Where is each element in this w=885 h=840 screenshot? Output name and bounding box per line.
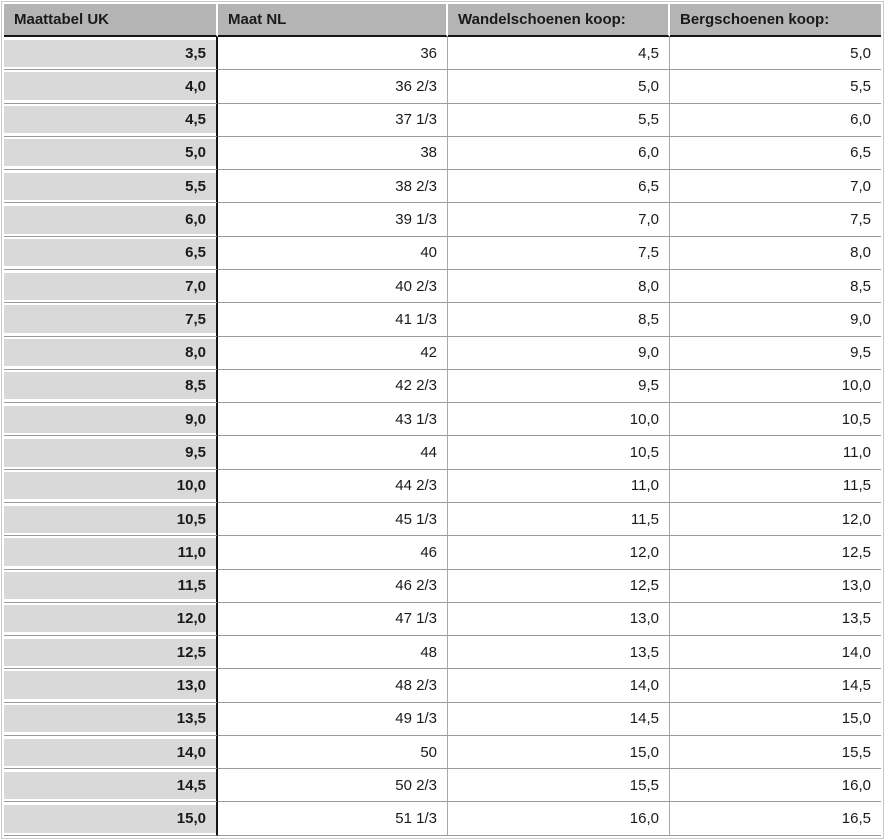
wandelschoenen-size-cell: 14,5 bbox=[448, 703, 670, 736]
uk-size-cell: 8,5 bbox=[4, 370, 218, 403]
uk-size-cell: 12,0 bbox=[4, 603, 218, 636]
bergschoenen-size-cell: 13,0 bbox=[670, 570, 881, 603]
nl-size-cell: 47 1/3 bbox=[218, 603, 448, 636]
table-row bbox=[4, 37, 881, 70]
nl-size-cell: 42 2/3 bbox=[218, 370, 448, 403]
nl-size-cell: 44 2/3 bbox=[218, 470, 448, 503]
bergschoenen-size-cell: 9,5 bbox=[670, 337, 881, 370]
wandelschoenen-size-cell: 9,0 bbox=[448, 337, 670, 370]
uk-size-cell: 14,0 bbox=[4, 736, 218, 769]
bergschoenen-size-cell: 5,0 bbox=[670, 37, 881, 70]
uk-size-cell: 5,5 bbox=[4, 170, 218, 203]
table-row bbox=[4, 503, 881, 536]
table-row bbox=[4, 470, 881, 503]
nl-size-cell: 48 2/3 bbox=[218, 669, 448, 702]
wandelschoenen-size-cell: 13,5 bbox=[448, 636, 670, 669]
table-row bbox=[4, 303, 881, 336]
nl-size-cell: 40 2/3 bbox=[218, 270, 448, 303]
wandelschoenen-size-cell: 10,5 bbox=[448, 436, 670, 469]
size-table-body bbox=[4, 37, 881, 836]
bergschoenen-size-cell: 11,5 bbox=[670, 470, 881, 503]
size-conversion-table bbox=[4, 4, 881, 836]
bergschoenen-size-cell: 6,0 bbox=[670, 104, 881, 137]
nl-size-cell: 50 bbox=[218, 736, 448, 769]
uk-size-cell: 7,5 bbox=[4, 303, 218, 336]
table-row bbox=[4, 270, 881, 303]
uk-size-cell: 4,0 bbox=[4, 70, 218, 103]
wandelschoenen-size-cell: 4,5 bbox=[448, 37, 670, 70]
bergschoenen-size-cell: 10,0 bbox=[670, 370, 881, 403]
column-header-nl: Maat NL bbox=[218, 4, 448, 37]
bergschoenen-size-cell: 11,0 bbox=[670, 436, 881, 469]
bergschoenen-size-cell: 8,0 bbox=[670, 237, 881, 270]
wandelschoenen-size-cell: 10,0 bbox=[448, 403, 670, 436]
uk-size-cell: 14,5 bbox=[4, 769, 218, 802]
uk-size-cell: 5,0 bbox=[4, 137, 218, 170]
nl-size-cell: 38 bbox=[218, 137, 448, 170]
table-row bbox=[4, 570, 881, 603]
uk-size-cell: 10,5 bbox=[4, 503, 218, 536]
column-header-wandel: Wandelschoenen koop: bbox=[448, 4, 670, 37]
bergschoenen-size-cell: 9,0 bbox=[670, 303, 881, 336]
wandelschoenen-size-cell: 8,5 bbox=[448, 303, 670, 336]
table-row bbox=[4, 104, 881, 137]
nl-size-cell: 50 2/3 bbox=[218, 769, 448, 802]
nl-size-cell: 36 2/3 bbox=[218, 70, 448, 103]
wandelschoenen-size-cell: 6,5 bbox=[448, 170, 670, 203]
nl-size-cell: 36 bbox=[218, 37, 448, 70]
wandelschoenen-size-cell: 15,5 bbox=[448, 769, 670, 802]
wandelschoenen-size-cell: 11,5 bbox=[448, 503, 670, 536]
bergschoenen-size-cell: 14,5 bbox=[670, 669, 881, 702]
uk-size-cell: 11,0 bbox=[4, 536, 218, 569]
wandelschoenen-size-cell: 5,0 bbox=[448, 70, 670, 103]
wandelschoenen-size-cell: 13,0 bbox=[448, 603, 670, 636]
bergschoenen-size-cell: 10,5 bbox=[670, 403, 881, 436]
nl-size-cell: 42 bbox=[218, 337, 448, 370]
wandelschoenen-size-cell: 7,0 bbox=[448, 203, 670, 236]
bergschoenen-size-cell: 12,0 bbox=[670, 503, 881, 536]
table-row bbox=[4, 337, 881, 370]
table-row bbox=[4, 703, 881, 736]
wandelschoenen-size-cell: 12,0 bbox=[448, 536, 670, 569]
bergschoenen-size-cell: 16,0 bbox=[670, 769, 881, 802]
nl-size-cell: 46 bbox=[218, 536, 448, 569]
uk-size-cell: 4,5 bbox=[4, 104, 218, 137]
column-header-uk: Maattabel UK bbox=[4, 4, 218, 37]
table-row bbox=[4, 802, 881, 836]
uk-size-cell: 8,0 bbox=[4, 337, 218, 370]
uk-size-cell: 6,5 bbox=[4, 237, 218, 270]
bergschoenen-size-cell: 5,5 bbox=[670, 70, 881, 103]
bergschoenen-size-cell: 16,5 bbox=[670, 802, 881, 836]
bergschoenen-size-cell: 7,5 bbox=[670, 203, 881, 236]
wandelschoenen-size-cell: 5,5 bbox=[448, 104, 670, 137]
nl-size-cell: 51 1/3 bbox=[218, 802, 448, 836]
table-row bbox=[4, 603, 881, 636]
nl-size-cell: 48 bbox=[218, 636, 448, 669]
nl-size-cell: 39 1/3 bbox=[218, 203, 448, 236]
uk-size-cell: 10,0 bbox=[4, 470, 218, 503]
uk-size-cell: 6,0 bbox=[4, 203, 218, 236]
table-row bbox=[4, 170, 881, 203]
bergschoenen-size-cell: 13,5 bbox=[670, 603, 881, 636]
nl-size-cell: 41 1/3 bbox=[218, 303, 448, 336]
table-row bbox=[4, 237, 881, 270]
bergschoenen-size-cell: 7,0 bbox=[670, 170, 881, 203]
table-row bbox=[4, 736, 881, 769]
table-row bbox=[4, 669, 881, 702]
nl-size-cell: 45 1/3 bbox=[218, 503, 448, 536]
bergschoenen-size-cell: 12,5 bbox=[670, 536, 881, 569]
bergschoenen-size-cell: 8,5 bbox=[670, 270, 881, 303]
wandelschoenen-size-cell: 7,5 bbox=[448, 237, 670, 270]
nl-size-cell: 43 1/3 bbox=[218, 403, 448, 436]
wandelschoenen-size-cell: 8,0 bbox=[448, 270, 670, 303]
bergschoenen-size-cell: 14,0 bbox=[670, 636, 881, 669]
uk-size-cell: 13,5 bbox=[4, 703, 218, 736]
uk-size-cell: 9,0 bbox=[4, 403, 218, 436]
uk-size-cell: 15,0 bbox=[4, 802, 218, 836]
uk-size-cell: 11,5 bbox=[4, 570, 218, 603]
wandelschoenen-size-cell: 12,5 bbox=[448, 570, 670, 603]
header-row bbox=[4, 4, 881, 37]
table-row bbox=[4, 403, 881, 436]
column-header-berg: Bergschoenen koop: bbox=[670, 4, 881, 37]
table-row bbox=[4, 203, 881, 236]
wandelschoenen-size-cell: 14,0 bbox=[448, 669, 670, 702]
uk-size-cell: 9,5 bbox=[4, 436, 218, 469]
table-row bbox=[4, 70, 881, 103]
uk-size-cell: 13,0 bbox=[4, 669, 218, 702]
table-header bbox=[4, 4, 881, 37]
bergschoenen-size-cell: 15,0 bbox=[670, 703, 881, 736]
nl-size-cell: 49 1/3 bbox=[218, 703, 448, 736]
size-chart-frame bbox=[1, 1, 884, 839]
table-row bbox=[4, 769, 881, 802]
wandelschoenen-size-cell: 11,0 bbox=[448, 470, 670, 503]
nl-size-cell: 44 bbox=[218, 436, 448, 469]
uk-size-cell: 7,0 bbox=[4, 270, 218, 303]
nl-size-cell: 37 1/3 bbox=[218, 104, 448, 137]
table-row bbox=[4, 636, 881, 669]
nl-size-cell: 46 2/3 bbox=[218, 570, 448, 603]
bergschoenen-size-cell: 6,5 bbox=[670, 137, 881, 170]
nl-size-cell: 38 2/3 bbox=[218, 170, 448, 203]
table-row bbox=[4, 436, 881, 469]
wandelschoenen-size-cell: 9,5 bbox=[448, 370, 670, 403]
uk-size-cell: 12,5 bbox=[4, 636, 218, 669]
nl-size-cell: 40 bbox=[218, 237, 448, 270]
table-row bbox=[4, 536, 881, 569]
wandelschoenen-size-cell: 6,0 bbox=[448, 137, 670, 170]
wandelschoenen-size-cell: 16,0 bbox=[448, 802, 670, 836]
table-row bbox=[4, 137, 881, 170]
bergschoenen-size-cell: 15,5 bbox=[670, 736, 881, 769]
table-row bbox=[4, 370, 881, 403]
wandelschoenen-size-cell: 15,0 bbox=[448, 736, 670, 769]
uk-size-cell: 3,5 bbox=[4, 37, 218, 70]
